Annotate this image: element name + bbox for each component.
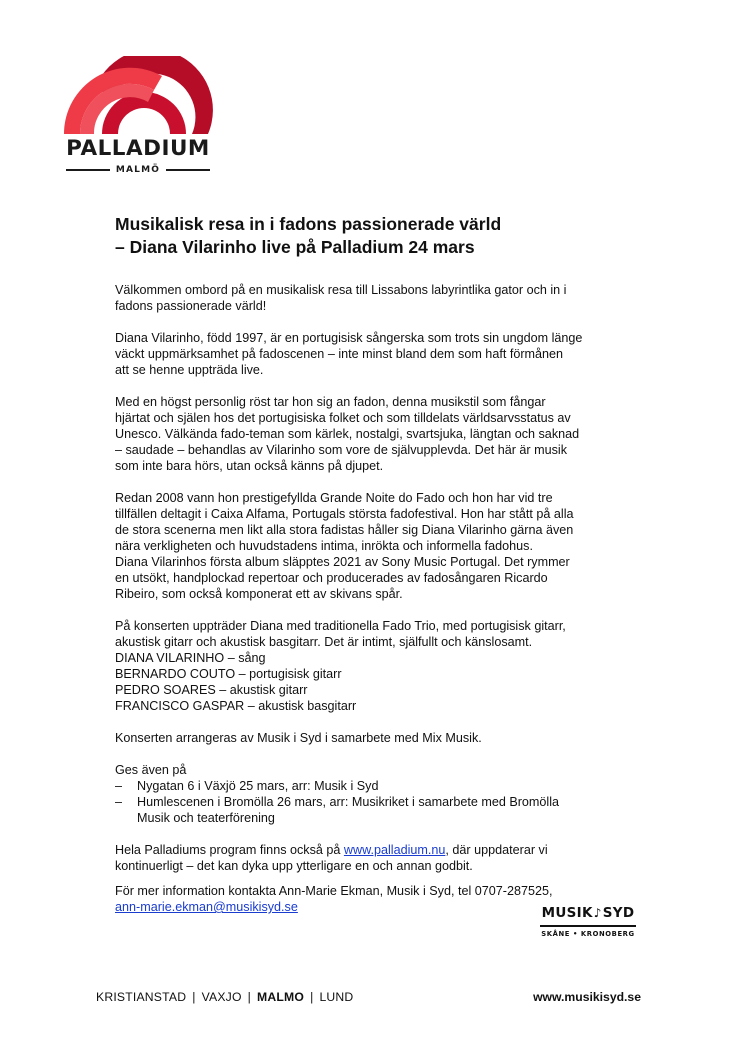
footer-city-current: MALMO [257,990,305,1004]
text-line [115,842,635,858]
program-text: Hela Palladiums program finns också på [115,843,344,857]
musician-role: – akustisk basgitarr [247,699,357,713]
page-title [115,213,635,259]
musician-line [115,650,635,666]
text-line: Diana Vilarinhos första album släpptes 2021 av Sony Music Portugal. Det rymmer [115,555,570,569]
divider [66,169,110,171]
paragraph-concert [115,618,635,714]
text-line: kontinuerligt – det kan dyka upp ytterligare en och annan godbit. [115,859,473,873]
footer-city: KRISTIANSTAD [96,990,187,1004]
paragraph-intro [115,282,635,314]
contact-email-link[interactable]: ann-marie.ekman@musikisyd.se [115,900,298,914]
text-line: hjärtat och själen hos det portugisiska folket och som tilldelats världsarvsstatus av [115,411,571,425]
title-line: Musikalisk resa in i fadons passionerade värld [115,214,502,234]
wordmark-part: MUSIK [541,905,593,921]
text-line: Musik och teaterförening [137,811,275,825]
footer-separator: | [247,990,252,1004]
musician-name: BERNARDO COUTO [115,667,236,681]
text-line: akustisk gitarr och akustisk basgitarr. Det är intimt, själfullt och känslosamt. [115,635,533,649]
musician-line [115,698,635,714]
text-line: tillfällen deltagit i Caixa Alfama, Portugals största fadofestival. Hon har stått på alla [115,507,574,521]
text-line: – saudade – behandlas av Vilarinho som vore de självupplevda. Det här är musik [115,443,568,457]
text-line: Diana Vilarinho, född 1997, är en portugisisk sångerska som trots sin ungdom länge [115,331,583,345]
footer-city: LUND [319,990,354,1004]
musik-i-syd-logo [540,906,636,940]
text-line: På konserten uppträder Diana med traditionella Fado Trio, med portugisisk gitarr, [115,619,566,633]
paragraph-voice [115,394,635,474]
text-line: Med en högst personlig röst tar hon sig an fadon, denna musikstil som fångar [115,395,546,409]
palladium-logo [58,56,218,178]
musik-i-syd-region: SKÅNE • KRONOBERG [541,929,635,938]
footer-cities [96,990,353,1004]
divider [166,169,210,171]
text-line: Humlescenen i Bromölla 26 mars, arr: Musikriket i samarbete med Bromölla [137,795,560,809]
musician-role: – sång [227,651,266,665]
text-line: en utsökt, handplockad repertoar och producerades av fadosångaren Ricardo [115,571,548,585]
musik-i-syd-wordmark [540,906,636,921]
text-line: att se henne uppträda live. [115,363,264,377]
footer-separator: | [192,990,196,1004]
list-item [115,794,635,826]
paragraph-program [115,842,635,874]
footer-separator: | [310,990,314,1004]
dash-bullet: – [115,795,123,809]
music-note-icon: ♪ [593,906,602,920]
also-heading [115,762,635,778]
text-line: väckt uppmärksamhet på fadoscenen – inte minst bland dem som haft förmånen [115,347,564,361]
footer-city: VAXJO [201,990,242,1004]
dash-bullet: – [115,779,123,793]
text-line: Välkommen ombord på en musikalisk resa till Lissabons labyrintlika gator och in i [115,283,567,297]
also-list [115,778,635,826]
text-line: fadons passionerade värld! [115,299,267,313]
palladium-wordmark: PALLADIUM [66,136,210,161]
palladium-website-link[interactable]: www.palladium.nu [343,843,446,857]
musician-name: FRANCISCO GASPAR [115,699,245,713]
paragraph-career [115,490,635,602]
text-line: Ribeiro, som också komponerat ett av skivans spår. [115,587,403,601]
footer-website[interactable]: www.musikisyd.se [533,990,641,1004]
text-line: Redan 2008 vann hon prestigefyllda Grande Noite do Fado och hon har vid tre [115,491,553,505]
program-text: , där uppdaterar vi [445,843,548,857]
palladium-city-line [58,164,218,176]
musician-line [115,666,635,682]
paragraph-arrangement [115,730,635,746]
text-line: Nygatan 6 i Växjö 25 mars, arr: Musik i Syd [137,779,379,793]
text-line: Ges även på [115,763,187,777]
article [115,213,635,931]
text-line: de stora scenerna men likt alla stora fadistas håller sig Diana Vilarinho gärna även [115,523,574,537]
text-line: Unesco. Välkända fado-teman som kärlek, nostalgi, svartsjuka, längtan och saknad [115,427,580,441]
wordmark-part: SYD [602,905,635,921]
musician-role: – akustisk gitarr [219,683,308,697]
text-line: nära verkligheten och huvudstadens intima, inrökta och informella fadohus. [115,539,533,553]
palladium-arch-icon [62,56,214,136]
text-line: Konserten arrangeras av Musik i Syd i samarbete med Mix Musik. [115,731,482,745]
list-item [115,778,635,794]
text-line: som inte bara hörs, utan också känns på djupet. [115,459,384,473]
musician-name: DIANA VILARINHO [115,651,225,665]
musician-line [115,682,635,698]
paragraph-about [115,330,635,378]
palladium-city: MALMÖ [115,164,161,175]
text-line: För mer information kontakta Ann-Marie Ekman, Musik i Syd, tel 0707-287525, [115,884,553,898]
divider [540,925,636,927]
title-line: – Diana Vilarinho live på Palladium 24 mars [115,237,475,257]
musician-name: PEDRO SOARES [115,683,216,697]
musician-role: – portugisisk gitarr [238,667,342,681]
